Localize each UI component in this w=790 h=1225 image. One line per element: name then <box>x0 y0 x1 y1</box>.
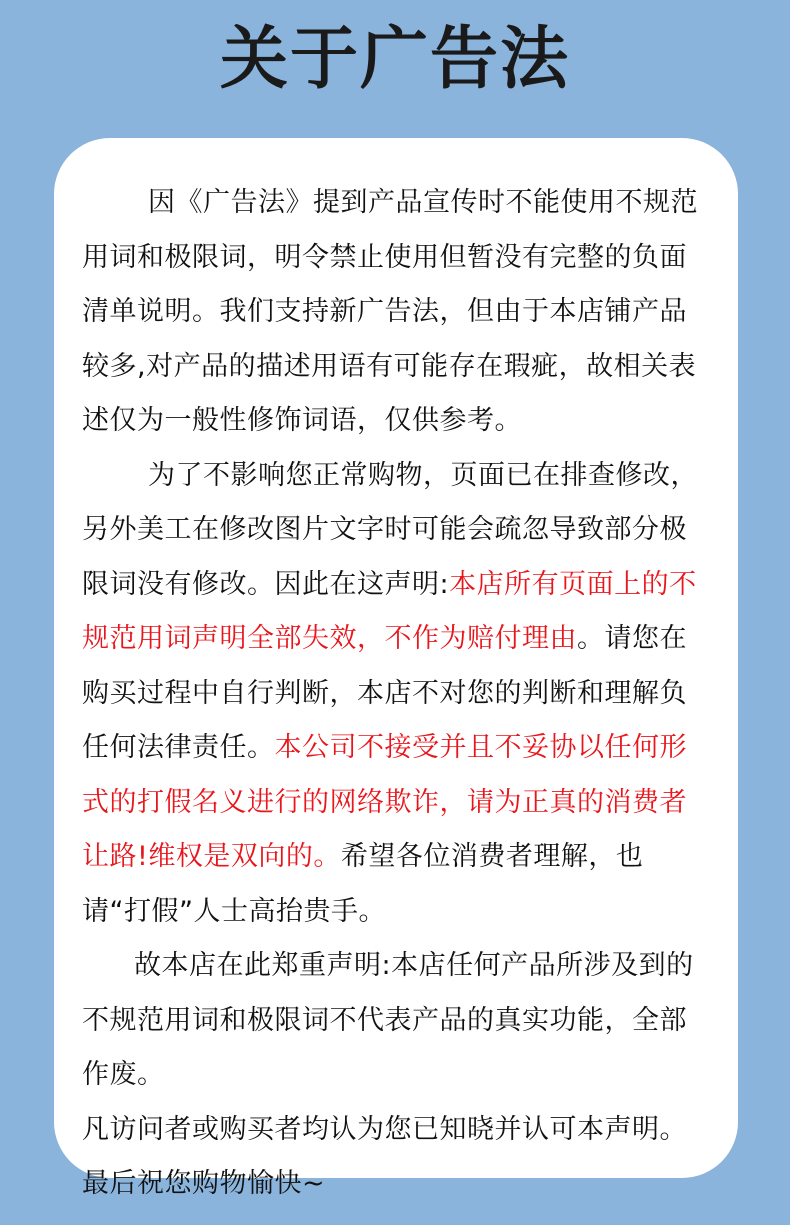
highlight-text: 本店所有页面上的不规范用词声明全部失效，不作为赔付理由 <box>82 568 697 654</box>
notice-paragraph-2 <box>82 449 708 940</box>
notice-text: 。请您在购买过程中自行判断，本店不对您的判断和理解负任何法律责任。 <box>82 623 687 763</box>
notice-card <box>54 138 738 1199</box>
notice-paragraph-4: 凡访问者或购买者均认为您已知晓并认可本声明。最后祝您购物愉快~ <box>82 1113 687 1199</box>
notice-text: 为了不影响您正常购物，页面已在排查修改，另外美工在修改图片文字时可能会疏忽导致部分极限词没有修改。因此在这声明: <box>82 459 698 600</box>
page-title: 关于广告法 <box>219 20 570 99</box>
highlight-text: 本公司不接受并且不妥协以任何形式的打假名义进行的网络欺诈，请为正真的消费者让路!维权是双向的。 <box>82 732 687 872</box>
notice-text: 希望各位消费者理解，也请“打假”人士高抬贵手。 <box>82 841 644 927</box>
notice-paragraph-3: 故本店在此郑重声明:本店任何产品所涉及到的不规范用词和极限词不代表产品的真实功能，全部作废。 <box>82 950 694 1090</box>
notice-paragraph-1: 因《广告法》提到产品宣传时不能使用不规范用词和极限词，明令禁止使用但暂没有完整的负面清单说明。我们支持新广告法，但由于本店铺产品较多,对产品的描述用语有可能存在瑕疵，故相关表述仅为一般性修饰词语，仅供参考。 <box>82 187 698 436</box>
